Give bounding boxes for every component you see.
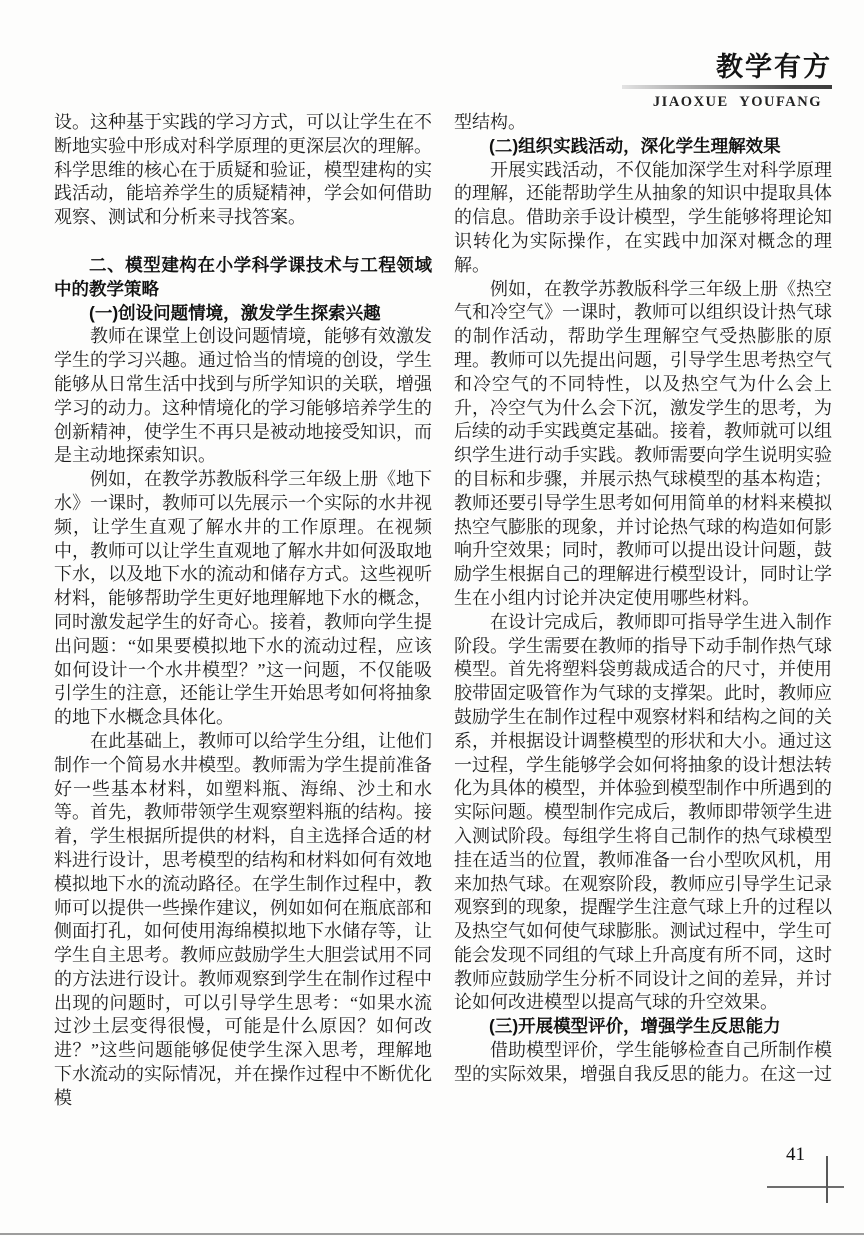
paragraph-continuation: 设。这种基于实践的学习方式，可以让学生在不断地实验中形成对科学原理的更深层次的理解。科学思维的核心在于质疑和验证，模型建构的实践活动，能培养学生的质疑精神，学会如何借助观察、测试和分析来寻找答案。 xyxy=(54,112,432,228)
page-header xyxy=(622,52,832,111)
subsection-heading-1: (一)创设问题情境，激发学生探索兴趣 xyxy=(89,302,381,323)
scan-edge-line xyxy=(0,1233,864,1235)
journal-section-title: 教学有方 xyxy=(716,52,832,82)
subsection-heading-3: (三)开展模型评价，增强学生反思能力 xyxy=(489,1016,781,1037)
subsection-heading-2: (二)组织实践活动，深化学生理解效果 xyxy=(489,135,781,156)
paragraph: 例如，在教学苏教版科学三年级上册《地下水》一课时，教师可以先展示一个实际的水井视频，让学生直观了解水井的工作原理。在视频中，教师可以让学生直观地了解水井如何汲取地下水，以及地下水的流动和储存方式。这些视听材料，能够帮助学生更好地理解地下水的概念，同时激发起学生的好奇心。接着，教师向学生提出问题：“如果要模拟地下水的流动过程，应该如何设计一个水井模型？”这一问题，不仅能吸引学生的注意，还能让学生开始思考如何将抽象的地下水概念具体化。 xyxy=(54,469,432,728)
paragraph: 借助模型评价，学生能够检查自己所制作模型的实际效果，增强自我反思的能力。在这一过 xyxy=(454,1040,832,1084)
crop-mark-horizontal xyxy=(767,1186,844,1188)
header-rule xyxy=(622,85,832,89)
paragraph: 在设计完成后，教师即可指导学生进入制作阶段。学生需要在教师的指导下动手制作热气球模型。首先将塑料袋剪裁成适合的尺寸，并使用胶带固定吸管作为气球的支撑架。此时，教师应鼓励学生在制作过程中观察材料和结构之间的关系，并根据设计调整模型的形状和大小。通过这一过程，学生能够学会如何将抽象的设计想法转化为具体的模型，并体验到模型制作中所遇到的实际问题。模型制作完成后，教师即带领学生进入测试阶段。每组学生将自己制作的热气球模型挂在适当的位置，教师准备一台小型吹风机，用来加热气球。在观察阶段，教师应引导学生记录观察到的现象，提醒学生注意气球上升的过程以及热空气如何使气球膨胀。测试过程中，学生可能会发现不同组的气球上升高度有所不同，这时教师应鼓励学生分析不同设计之间的差异，并讨论如何改进模型以提高气球的升空效果。 xyxy=(454,611,832,1013)
section-heading: 二、模型建构在小学科学课技术与工程领域中的教学策略 xyxy=(54,254,432,299)
page-number: 41 xyxy=(786,1144,805,1165)
paragraph-continuation: 型结构。 xyxy=(454,112,526,132)
paragraph: 教师在课堂上创设问题情境，能够有效激发学生的学习兴趣。通过恰当的情境的创设，学生能够从日常生活中找到与所学知识的关联，增强学习的动力。这种情境化的学习能够培养学生的创新精神，使学生不再只是被动地接受知识，而是主动地探索知识。 xyxy=(54,326,432,466)
paragraph: 在此基础上，教师可以给学生分组，让他们制作一个简易水井模型。教师需为学生提前准备好一些基本材料，如塑料瓶、海绵、沙土和水等。首先，教师带领学生观察塑料瓶的结构。接着，学生根据所提供的材料，自主选择合适的材料进行设计，思考模型的结构和材料如何有效地模拟地下水的流动路径。在学生制作过程中，教师可以提供一些操作建议，例如如何在瓶底部和侧面打孔，如何使用海绵模拟地下水储存等，让学生自主思考。教师应鼓励学生大胆尝试用不同的方法进行设计。教师观察到学生在制作过程中出现的问题时，可以引导学生思考：“如果水流过沙土层变得很慢，可能是什么原因？如何改进？”这些问题能够促使学生深入思考，理解地下水流动的实际情况，并在操作过程中不断优化模 xyxy=(54,730,432,1108)
paragraph: 例如，在教学苏教版科学三年级上册《热空气和冷空气》一课时，教师可以组织设计热气球的制作活动，帮助学生理解空气受热膨胀的原理。教师可以先提出问题，引导学生思考热空气和冷空气的不同特性，以及热空气为什么会上升，冷空气为什么会下沉，激发学生的思考，为后续的动手实践奠定基础。接着，教师就可以组织学生进行动手实践。教师需要向学生说明实验的目标和步骤，并展示热气球模型的基本构造；教师还要引导学生思考如何用简单的材料来模拟热空气膨胀的现象，并讨论热气球的构造如何影响升空效果；同时，教师可以提出设计问题，鼓励学生根据自己的理解进行模型设计，同时让学生在小组内讨论并决定使用哪些材料。 xyxy=(454,278,832,608)
left-column xyxy=(54,111,432,1111)
journal-section-pinyin: JIAOXUE YOUFANG xyxy=(652,94,822,110)
right-column xyxy=(454,111,832,1111)
article-body xyxy=(54,111,832,1111)
crop-mark-vertical xyxy=(826,1156,828,1203)
paragraph: 开展实践活动，不仅能加深学生对科学原理的理解，还能帮助学生从抽象的知识中提取具体的信息。借助亲手设计模型，学生能够将理论知识转化为实际操作，在实践中加深对概念的理解。 xyxy=(454,159,832,275)
